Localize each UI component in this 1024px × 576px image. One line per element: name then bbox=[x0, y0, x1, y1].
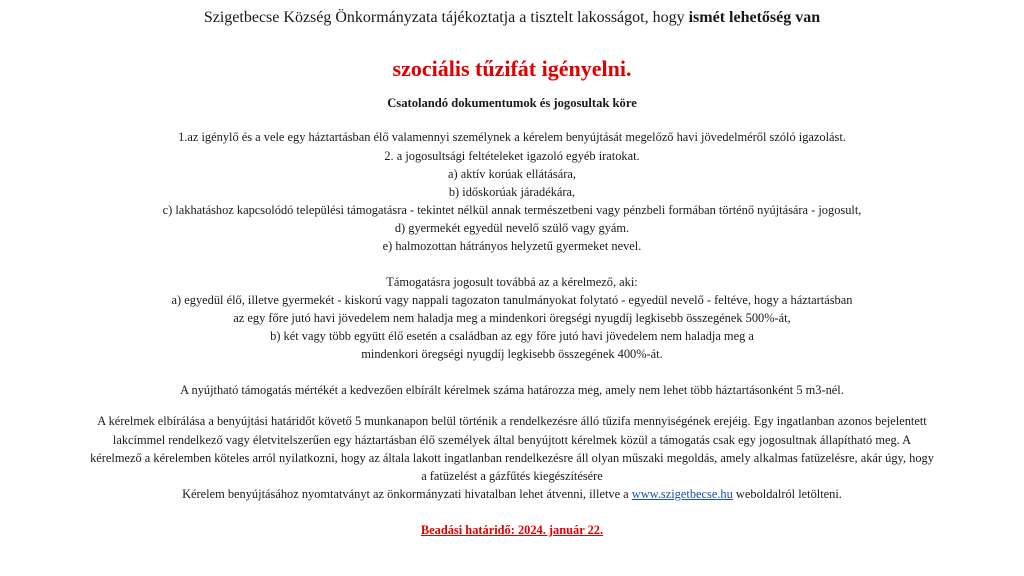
eligibility-intro: Támogatásra jogosult továbbá az a kérelmező, aki: bbox=[386, 275, 638, 289]
submission-deadline: Beadási határidő: 2024. január 22. bbox=[420, 523, 604, 537]
document-item-2: 2. a jogosultsági feltételeket igazoló egyéb iratokat. bbox=[384, 149, 640, 163]
eligibility-a-line2: az egy főre jutó havi jövedelem nem haladja meg a mindenkori öregségi nyugdíj legkisebb összegének 500%-át, bbox=[233, 311, 791, 325]
assessment-line-4: a fatüzelést a gázfűtés kiegészítésére bbox=[421, 469, 603, 483]
intro-text bbox=[0, 8, 1024, 28]
website-link[interactable]: www.szigetbecse.hu bbox=[631, 487, 733, 501]
document-item-a: a) aktív korúak ellátására, bbox=[448, 167, 576, 181]
eligibility-b-line2: mindenkori öregségi nyugdíj legkisebb összegének 400%-át. bbox=[361, 347, 663, 361]
eligibility-b-line1: b) két vagy több együtt élő esetén a családban az egy főre jutó havi jövedelem nem haladja meg a bbox=[270, 329, 754, 343]
document-item-b: b) időskorúak járadékára, bbox=[448, 185, 576, 199]
intro-plain: Szigetbecse Község Önkormányzata tájékoztatja a tisztelt lakosságot, hogy bbox=[203, 9, 689, 26]
form-info bbox=[0, 487, 1024, 502]
assessment-line-1: A kérelmek elbírálása a benyújtási határidőt követő 5 munkanapon belül történik a rendelkezésre álló tűzifa mennyiségének erejéig. Egy ingatlanban azonos bejelentett bbox=[97, 414, 927, 428]
form-info-before: Kérelem benyújtásához nyomtatványt az önkormányzati hivatalban lehet átvenni, illetve a bbox=[182, 487, 632, 501]
assessment-line-2: lakcímmel rendelkező vagy életvitelszerűen egy háztartásban élő személyek által benyújtott kérelmek közül a támogatás csak egy jogosultnak állapítható meg. A bbox=[112, 433, 912, 447]
intro-bold: ismét lehetőség van bbox=[688, 9, 821, 26]
form-info-after: weboldalról letölteni. bbox=[732, 487, 842, 501]
headline: szociális tűzifát igényelni. bbox=[392, 56, 632, 81]
documents-heading: Csatolandó dokumentumok és jogosultak köre bbox=[387, 96, 637, 110]
document-item-e: e) halmozottan hátrányos helyzetű gyermeket nevel. bbox=[382, 239, 642, 253]
document-item-1: 1.az igénylő és a vele egy háztartásban élő valamennyi személynek a kérelem benyújtását megelőző havi jövedelméről szóló igazolást. bbox=[178, 130, 846, 144]
document-item-c: c) lakhatáshoz kapcsolódó települési támogatásra - tekintet nélkül annak természetbeni vagy pénzbeli formában történő nyújtására - jogosult, bbox=[162, 203, 862, 217]
eligibility-a-line1: a) egyedül élő, illetve gyermekét - kiskorú vagy nappali tagozaton tanulmányokat folytató - egyedül nevelő - feltéve, hogy a háztartásban bbox=[171, 293, 853, 307]
support-amount-text: A nyújtható támogatás mértékét a kedvezően elbírált kérelmek száma határozza meg, amely nem lehet több háztartásonként 5 m3-nél. bbox=[180, 383, 844, 397]
document-item-d: d) gyermekét egyedül nevelő szülő vagy gyám. bbox=[394, 221, 630, 235]
assessment-line-3: kérelmező a kérelemben köteles arról nyilatkozni, hogy az általa lakott ingatlanban rendelkezésre áll olyan műszaki megoldás, amely alkalmas fatüzelésre, akár úgy, hogy bbox=[90, 451, 934, 465]
